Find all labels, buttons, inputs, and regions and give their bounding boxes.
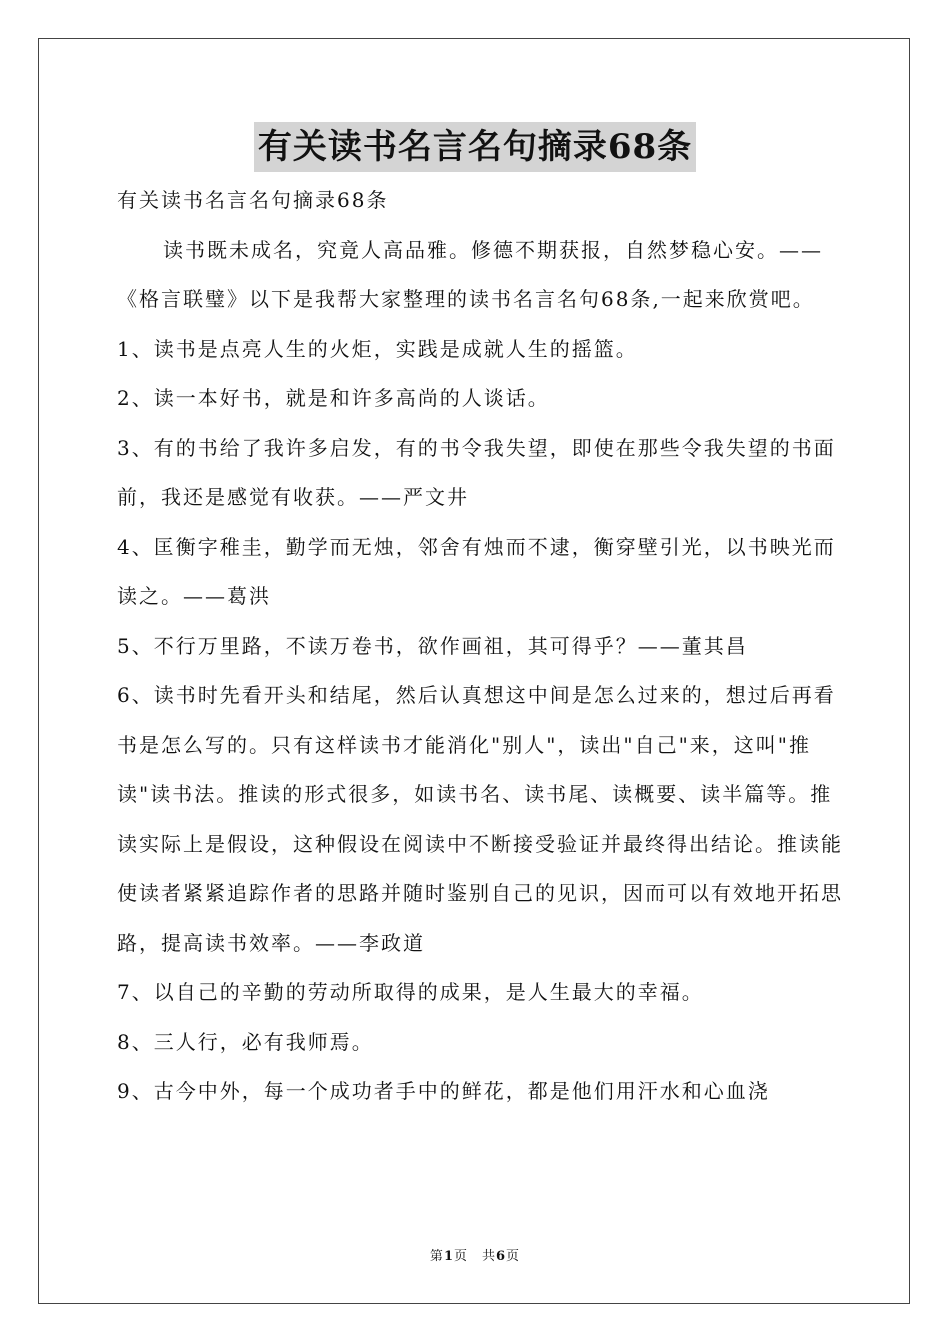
quote-item: 8、三人行，必有我师焉。 [117,1029,374,1054]
document-body [117,176,847,1117]
document-title-wrap [0,122,950,172]
quote-item: 4、匡衡字稚圭，勤学而无烛，邻舍有烛而不逮，衡穿壁引光，以书映光而读之。——葛洪 [117,534,836,608]
quote-item: 7、以自己的辛勤的劳动所取得的成果，是人生最大的幸福。 [117,980,704,1004]
quote-item: 3、有的书给了我许多启发，有的书令我失望，即使在那些令我失望的书面前，我还是感觉有收获。——严文井 [117,435,836,509]
intro-paragraph: 读书既未成名，究竟人高品雅。修德不期获报，自然梦稳心安。——《格言联璧》以下是我帮大家整理的读书名言名句68条,一起来欣赏吧。 [117,237,823,311]
quote-item: 1、读书是点亮人生的火炬，实践是成就人生的摇篮。 [117,336,638,361]
page-suffix: 页 [506,1249,521,1264]
quote-item: 9、古今中外，每一个成功者手中的鲜花，都是他们用汗水和心血浇 [117,1079,770,1103]
quote-item: 6、读书时先看开头和结尾，然后认真想这中间是怎么过来的，想过后再看书是怎么写的。只有这样读书才能消化"别人"，读出"自己"来，这叫"推读"读书法。推读的形式很多，如读书名、读书尾、读概要、读半篇等。推读实际上是假设，这种假设在阅读中不断接受验证并最终得出结论。推读能使读者紧紧追踪作者的思路并随时鉴别自己的见识，因而可以有效地开拓思路，提高读书效率。——李政道 [117,683,843,955]
page-footer [0,1245,950,1264]
page-number-current: 1 [443,1249,454,1264]
page-middle: 页 共 [453,1249,496,1264]
quote-item: 5、不行万里路，不读万卷书，欲作画祖，其可得乎？——董其昌 [117,633,748,658]
document-title: 有关读书名言名句摘录68条 [254,122,696,172]
page-number-total: 6 [496,1249,507,1264]
page-prefix: 第 [429,1249,444,1264]
quote-item: 2、读一本好书，就是和许多高尚的人谈话。 [117,386,550,410]
document-subtitle: 有关读书名言名句摘录68条 [117,188,389,212]
